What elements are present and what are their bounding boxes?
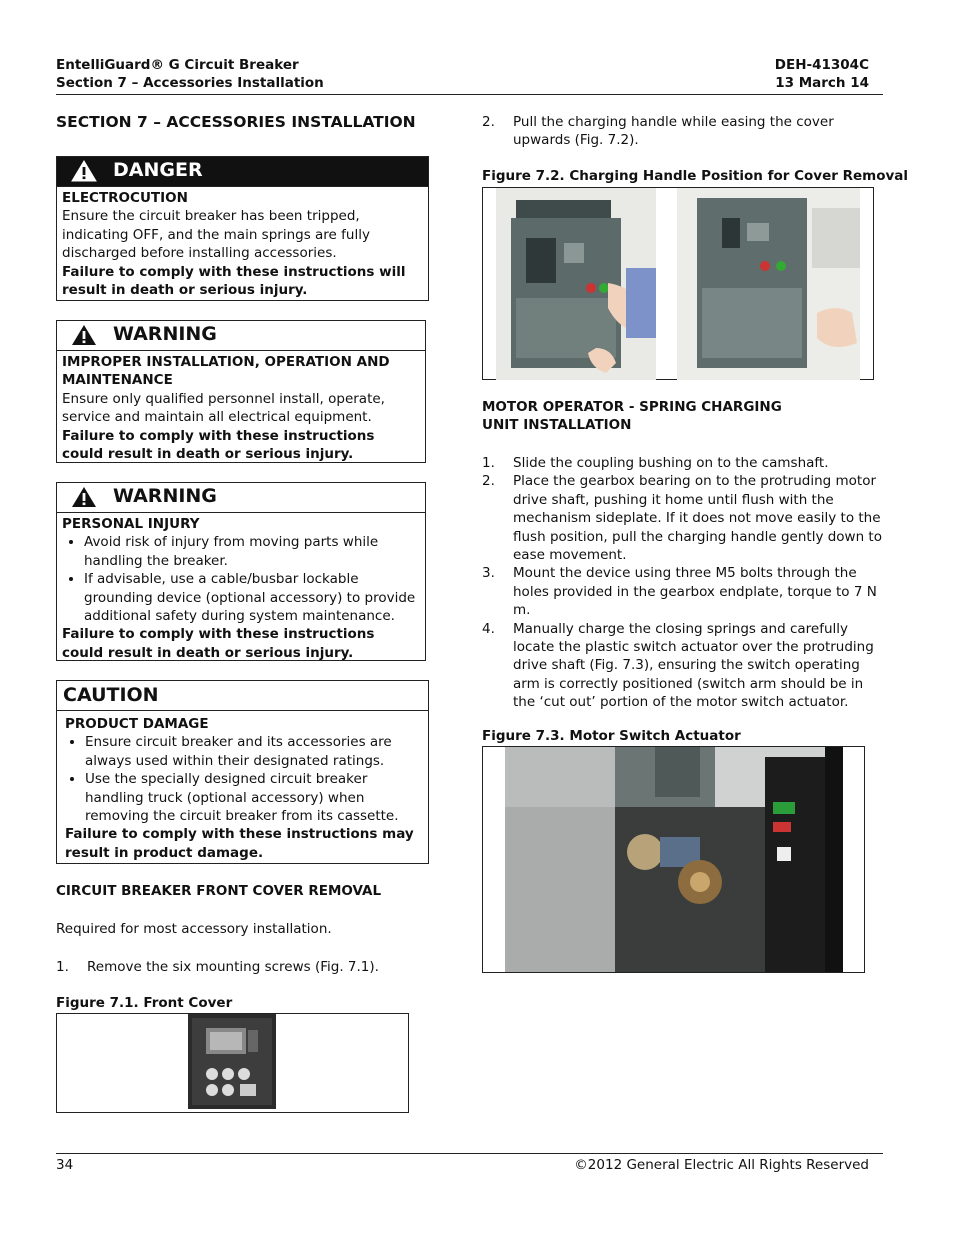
step-text: Mount the device using three M5 bolts through the holes provided in the gearbox endplate, torque to 7 N m. xyxy=(513,565,877,619)
danger-box xyxy=(56,156,429,301)
warning-header xyxy=(57,321,425,351)
list-item: • Ensure circuit breaker and its accessories are always used within their designated ratings. xyxy=(85,733,423,770)
footer-rule xyxy=(56,1153,883,1154)
warning-heading: PERSONAL INJURY xyxy=(62,516,200,532)
list-item xyxy=(482,454,884,472)
figure-7-3-caption: Figure 7.3. Motor Switch Actuator xyxy=(482,728,741,744)
caution-title: CAUTION xyxy=(63,684,159,706)
charging-handle-photo-right xyxy=(677,188,860,380)
charging-handle-photo-left xyxy=(496,188,656,380)
cover-step-2 xyxy=(482,113,842,150)
header-left xyxy=(56,56,476,92)
figure-7-1-frame xyxy=(56,1013,409,1113)
step-text: Slide the coupling bushing on to the camshaft. xyxy=(513,455,829,471)
caution-box xyxy=(56,680,429,864)
front-cover-photo xyxy=(188,1014,276,1109)
warning-header xyxy=(57,483,425,513)
warning-bullet-list xyxy=(62,533,420,625)
list-item xyxy=(482,472,884,564)
danger-heading: ELECTROCUTION xyxy=(62,190,188,206)
figure-7-2-caption: Figure 7.2. Charging Handle Position for Cover Removal xyxy=(482,168,909,184)
list-item: • If advisable, use a cable/busbar lockable grounding device (optional accessory) to provide additional safety during system maintenance. xyxy=(84,570,420,625)
section-title: SECTION 7 – ACCESSORIES INSTALLATION xyxy=(56,113,416,131)
warning-triangle-icon xyxy=(71,486,97,508)
list-item xyxy=(482,620,884,712)
warning-triangle-icon xyxy=(71,160,97,182)
warning-box-personal-injury xyxy=(56,482,426,661)
figure-7-1-caption: Figure 7.1. Front Cover xyxy=(56,995,233,1011)
doc-date: 13 March 14 xyxy=(775,75,869,91)
warning-consequence: Failure to comply with these instructions could result in death or serious injury. xyxy=(62,626,375,661)
motor-switch-actuator-photo xyxy=(505,747,843,972)
warning-text: Ensure only qualified personnel install, operate, service and maintain all electrical equipment. xyxy=(62,390,385,426)
danger-header xyxy=(57,157,428,187)
front-cover-step-1 xyxy=(56,958,379,976)
doc-number: DEH-41304C xyxy=(774,57,869,73)
step-number: 4. xyxy=(482,620,495,637)
front-cover-intro: Required for most accessory installation. xyxy=(56,921,332,937)
caution-header xyxy=(57,681,428,711)
step-text: Remove the six mounting screws (Fig. 7.1). xyxy=(87,959,379,975)
caution-heading: PRODUCT DAMAGE xyxy=(65,716,209,732)
header-right xyxy=(669,56,869,92)
caution-bullet-list xyxy=(65,733,423,825)
motor-steps-list xyxy=(482,454,884,712)
step-text: Pull the charging handle while easing the cover upwards (Fig. 7.2). xyxy=(513,114,834,149)
copyright: ©2012 General Electric All Rights Reserved xyxy=(574,1157,869,1173)
page-number: 34 xyxy=(56,1157,74,1173)
step-text: Place the gearbox bearing on to the protruding motor drive shaft, pushing it home until flush with the mechanism sideplate. If it does not move easily to the flush position, pull the charging handle gently down to ease movement. xyxy=(513,473,882,564)
warning-title: WARNING xyxy=(113,485,217,507)
step-number: 2. xyxy=(482,473,495,490)
front-cover-heading: CIRCUIT BREAKER FRONT COVER REMOVAL xyxy=(56,883,382,899)
doc-title: EntelliGuard® G Circuit Breaker xyxy=(56,57,299,73)
danger-title: DANGER xyxy=(113,159,203,181)
figure-7-2-frame xyxy=(482,187,874,380)
caution-consequence: Failure to comply with these instructions may result in product damage. xyxy=(65,826,414,861)
step-number: 1. xyxy=(56,959,69,975)
list-item: • Avoid risk of injury from moving parts while handling the breaker. xyxy=(84,533,420,570)
step-text: Manually charge the closing springs and carefully locate the plastic switch actuator over the protruding drive shaft (Fig. 7.3), ensuring the switch operating arm is correctly positioned (switch arm should be in the ‘cut out’ portion of the motor switch actuator. xyxy=(513,620,874,711)
motor-operator-heading: MOTOR OPERATOR - SPRING CHARGING UNIT INSTALLATION xyxy=(482,399,782,434)
step-number: 2. xyxy=(482,114,495,130)
warning-heading: IMPROPER INSTALLATION, OPERATION AND MAINTENANCE xyxy=(62,354,390,389)
list-item: • Use the specially designed circuit breaker handling truck (optional accessory) when removing the circuit breaker from its cassette. xyxy=(85,770,423,825)
step-number: 3. xyxy=(482,565,495,582)
danger-text: Ensure the circuit breaker has been tripped, indicating OFF, and the main springs are fully discharged before installing accessories. xyxy=(62,208,370,262)
danger-consequence: Failure to comply with these instructions will result in death or serious injury. xyxy=(62,263,406,299)
section-name: Section 7 – Accessories Installation xyxy=(56,75,324,91)
warning-consequence: Failure to comply with these instructions could result in death or serious injury. xyxy=(62,427,375,463)
figure-7-3-frame xyxy=(482,746,865,973)
step-number: 1. xyxy=(482,455,495,471)
warning-box-installation xyxy=(56,320,426,463)
warning-triangle-icon xyxy=(71,324,97,346)
list-item xyxy=(482,564,884,619)
warning-title: WARNING xyxy=(113,323,217,345)
header-rule xyxy=(56,94,883,95)
